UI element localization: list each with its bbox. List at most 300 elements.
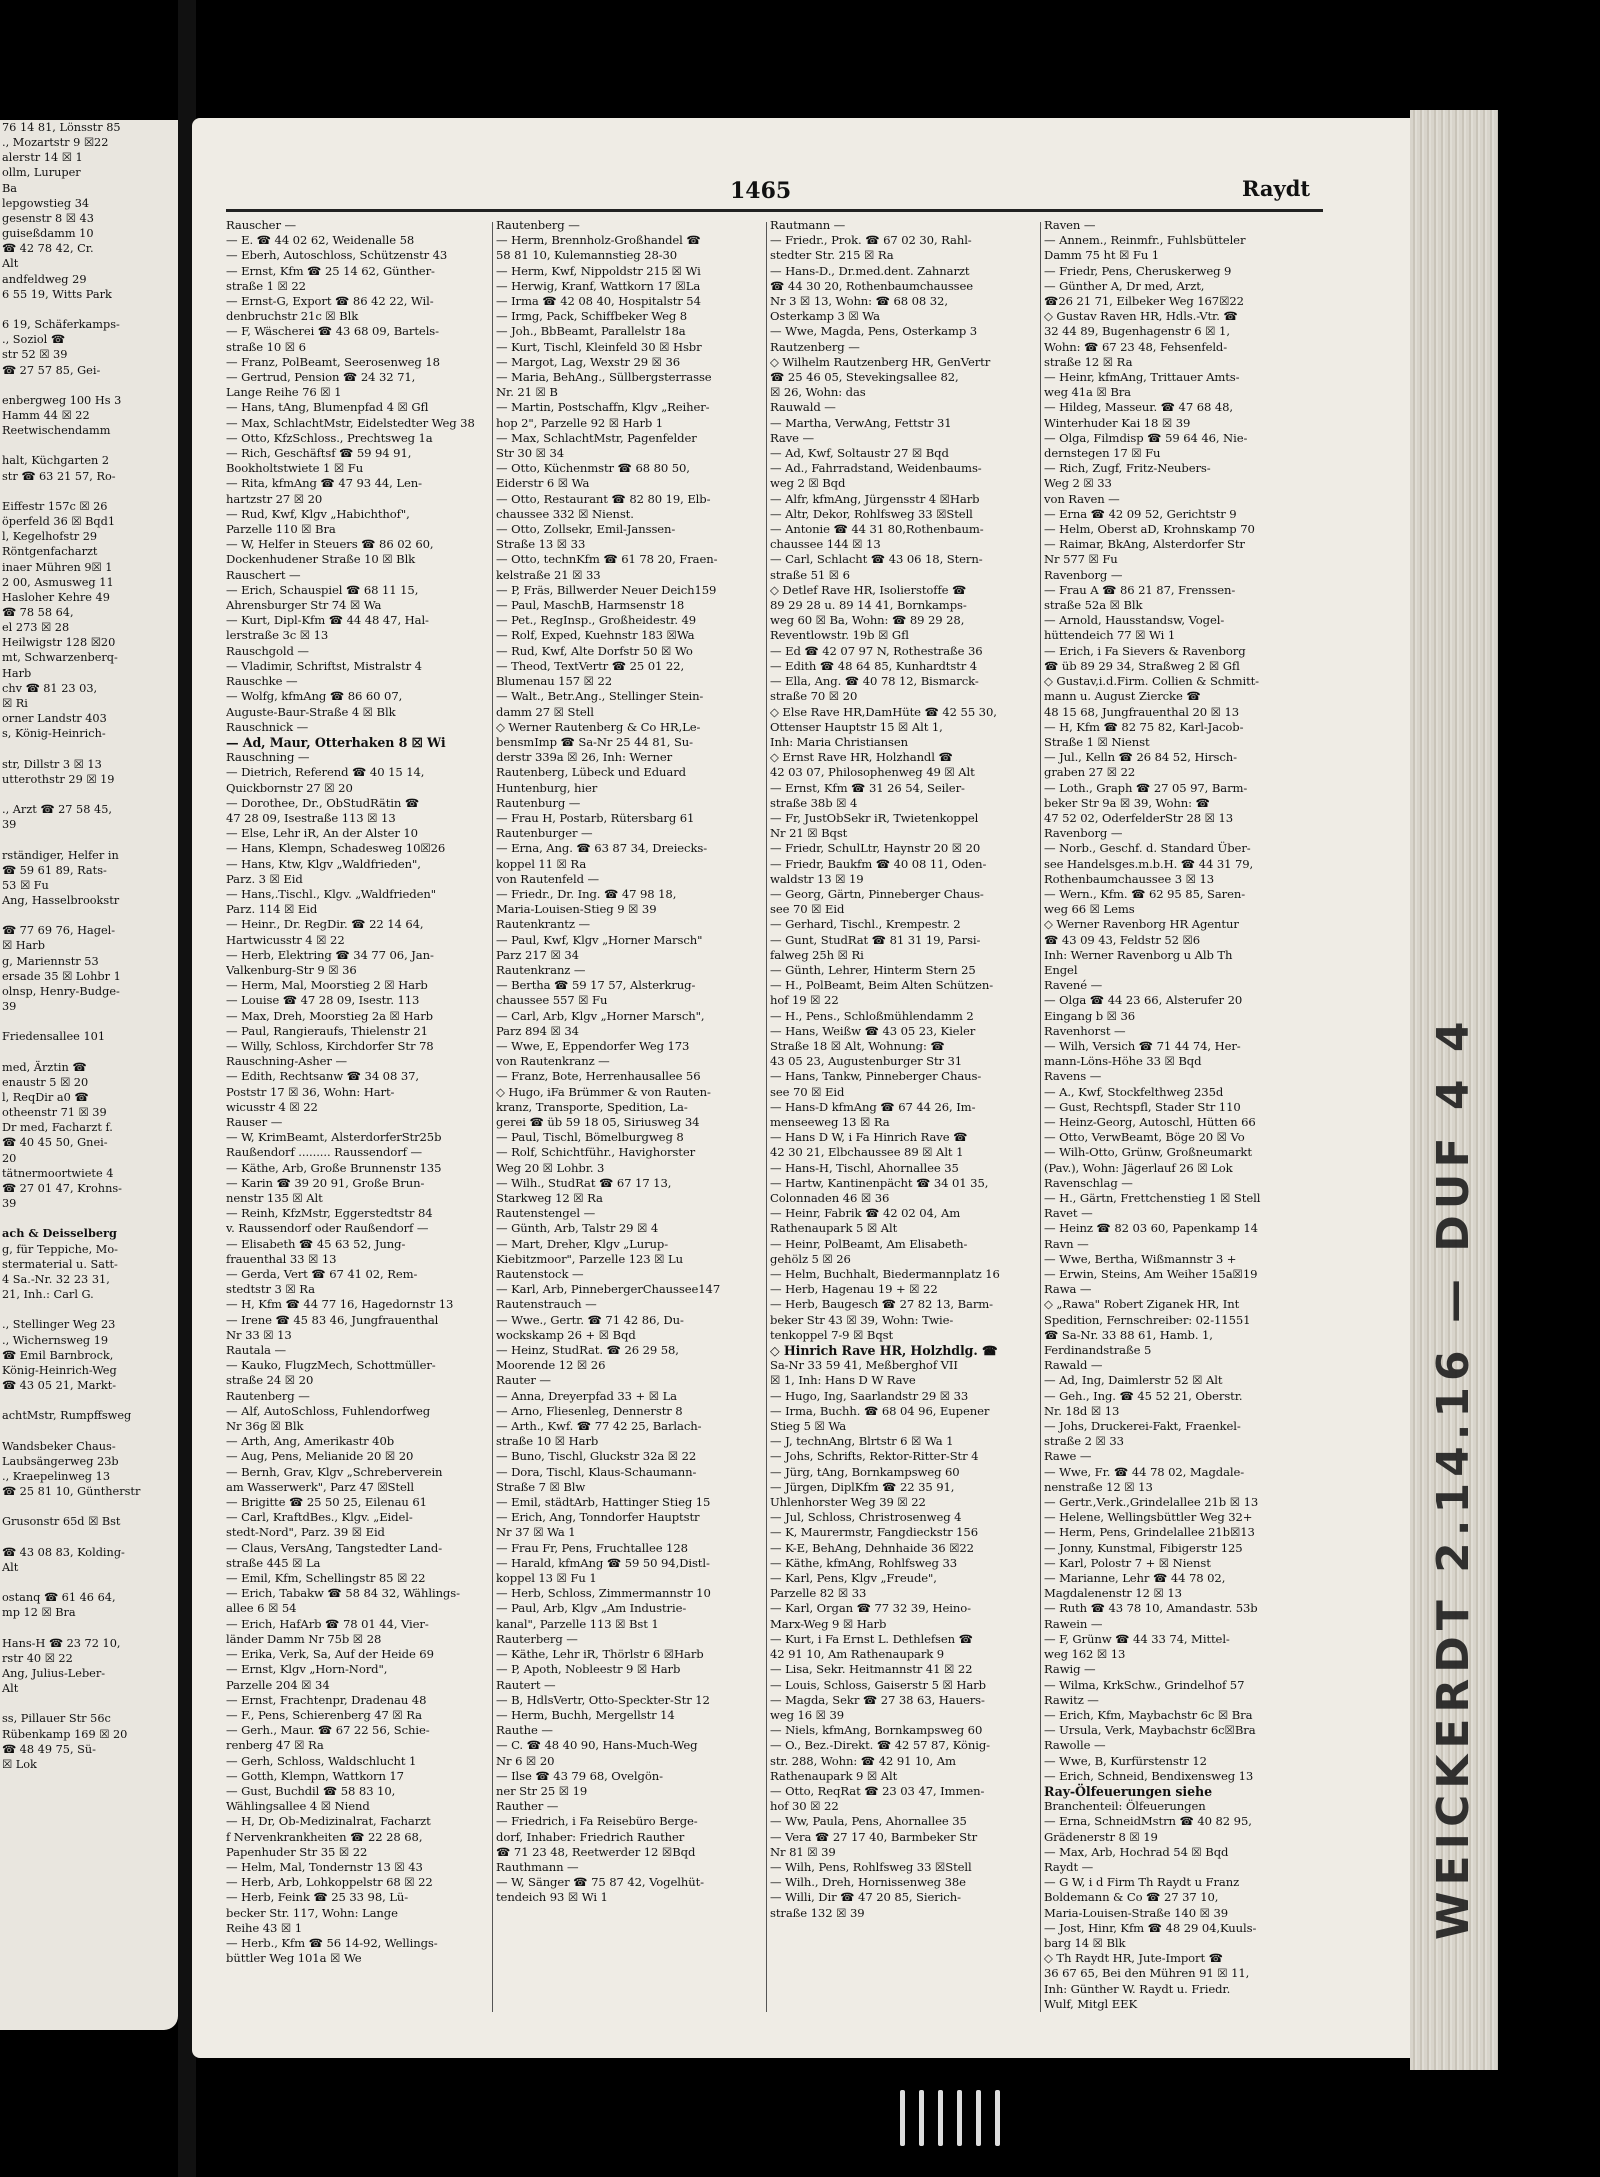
directory-entry-line: — Helm, Buchhalt, Biedermannplatz 16 — [770, 1267, 1000, 1282]
left-fragment-line: enaustr 5 ☒ 20 — [2, 1075, 89, 1089]
surname-heading: Ravenhorst — — [1044, 1023, 1126, 1038]
left-fragment-line: 21, Inh.: Carl G. — [2, 1288, 94, 1302]
directory-entry-line: — Karl, Pens, Klgv „Freude", — [770, 1571, 937, 1586]
directory-entry-line: — Hans,.Tischl., Klgv. „Waldfrieden" — [226, 886, 436, 901]
directory-entry-line: — Carl, KraftdBes., Klgv. „Eidel- — [226, 1510, 413, 1525]
directory-entry-line: mann-Löns-Höhe 33 ☒ Bqd — [1044, 1054, 1202, 1069]
directory-entry-line: — Heinr, kfmAng, Trittauer Amts- — [1044, 370, 1240, 385]
directory-entry-line: Nr 36g ☒ Blk — [226, 1419, 304, 1434]
directory-entry-line: kranz, Transporte, Spedition, La- — [496, 1099, 688, 1114]
left-fragment-line — [0, 1393, 178, 1408]
left-fragment-line: ☎ 77 69 76, Hagel- — [2, 924, 116, 938]
directory-entry-line: Starkweg 12 ☒ Ra — [496, 1191, 603, 1205]
directory-entry-line: — Herm, Buchh, Mergellstr 14 — [496, 1707, 675, 1722]
directory-entry-line: see 70 ☒ Eid — [770, 902, 845, 917]
left-fragment-line: Alt — [2, 1560, 19, 1574]
directory-entry-line: weg 16 ☒ 39 — [770, 1707, 845, 1722]
left-fragment-line: ☎ 25 81 10, Güntherstr — [2, 1485, 141, 1499]
directory-entry-line: Engel — [1044, 962, 1078, 977]
left-fragment-line — [0, 1302, 178, 1317]
left-fragment-line: ss, Pillauer Str 56c — [2, 1712, 111, 1726]
directory-entry-line: ◇ „Rawa" Robert Ziganek HR, Int — [1044, 1297, 1240, 1312]
left-fragment-line — [0, 1620, 178, 1635]
surname-heading: Ravet — — [1044, 1206, 1093, 1221]
column-divider — [1040, 222, 1041, 2012]
left-fragment-line: ☎ 48 49 75, Sü- — [2, 1742, 96, 1756]
directory-entry-line: — Ella, Ang. ☎ 40 78 12, Bismarck- — [770, 674, 979, 689]
left-fragment-line: ☎ 27 01 47, Krohns- — [2, 1181, 122, 1195]
directory-entry-line: — Jost, Hinr, Kfm ☎ 48 29 04,Kuuls- — [1044, 1920, 1257, 1935]
left-fragment-line: 20 — [2, 1151, 17, 1165]
directory-entry-line: — Heinz ☎ 82 03 60, Papenkamp 14 — [1044, 1221, 1258, 1236]
left-fragment-line: Friedensallee 101 — [2, 1030, 106, 1044]
spine-lettering: WEICKERDT 2.14.16 — DUF 4 4 — [1428, 1015, 1479, 1940]
directory-entry-line: Inh: Günther W. Raydt u. Friedr. — [1044, 1981, 1231, 1996]
directory-entry-line: — Joh., BbBeamt, Parallelstr 18a — [496, 324, 686, 339]
directory-entry-line: — Ad, Ing, Daimlerstr 52 ☒ Alt — [1044, 1373, 1223, 1388]
directory-entry-line: — Niels, kfmAng, Bornkampsweg 60 — [770, 1723, 983, 1738]
directory-entry-line: Wohn: ☎ 67 23 48, Fehsenfeld- — [1044, 339, 1228, 354]
directory-entry-line: straße 70 ☒ 20 — [770, 689, 858, 704]
left-fragment-line: Grusonstr 65d ☒ Bst — [2, 1515, 121, 1529]
running-head: Raydt — [1242, 176, 1311, 201]
surname-heading: Rawald — — [1044, 1358, 1103, 1373]
surname-heading: Rawitz — — [1044, 1692, 1099, 1707]
left-fragment-line: Harb — [2, 666, 32, 680]
directory-entry-line: — Herm, Kwf, Nippoldstr 215 ☒ Wi — [496, 263, 701, 278]
directory-entry-line: Straße 13 ☒ 33 — [496, 537, 586, 552]
directory-entry-line: lerstraße 3c ☒ 13 — [226, 628, 329, 643]
directory-entry-line: — Rud, Kwf, Klgv „Habichthof", — [226, 506, 410, 521]
directory-entry-line: straße 52a ☒ Blk — [1044, 598, 1143, 613]
directory-entry-line: — Ernst, Frachtenpr, Dradenau 48 — [226, 1692, 427, 1707]
directory-entry-line: hop 2", Parzelle 92 ☒ Harb 1 — [496, 415, 664, 430]
directory-entry-line: — Wilh, Pens, Rohlfsweg 33 ☒Stell — [770, 1859, 972, 1874]
directory-entry-line: Ottenser Hauptstr 15 ☒ Alt 1, — [770, 719, 943, 734]
directory-entry-line: — Max, Arb, Hochrad 54 ☒ Bqd — [1044, 1844, 1229, 1859]
directory-entry-line: chaussee 144 ☒ 13 — [770, 537, 881, 552]
left-fragment-line: Hasloher Kehre 49 — [2, 590, 110, 604]
directory-entry-line: ☎26 21 71, Eilbeker Weg 167☒22 — [1044, 294, 1244, 309]
directory-column-2 — [496, 218, 764, 2018]
directory-entry-line: — Gunt, StudRat ☎ 81 31 19, Parsi- — [770, 932, 981, 947]
directory-entry-line: see 70 ☒ Eid — [770, 1084, 845, 1099]
left-fragment-line: alerstr 14 ☒ 1 — [2, 151, 83, 165]
directory-entry-line: Uhlenhorster Weg 39 ☒ 22 — [770, 1495, 926, 1510]
directory-entry-line: — Anna, Dreyerpfad 33 + ☒ La — [496, 1388, 677, 1403]
directory-entry-line: — Fr, JustObSekr iR, Twietenkoppel — [770, 810, 979, 825]
directory-entry-line: allee 6 ☒ 54 — [226, 1601, 297, 1616]
directory-entry-line: — Ernst, Kfm ☎ 25 14 62, Günther- — [226, 263, 435, 278]
directory-entry-line: ☎ Sa-Nr. 33 88 61, Hamb. 1, — [1044, 1327, 1213, 1342]
directory-entry-line: weg 2 ☒ Bqd — [770, 476, 846, 491]
left-fragment-line: ., Mozartstr 9 ☒22 — [2, 136, 109, 150]
directory-entry-line: ◇ Else Rave HR,DamHüte ☎ 42 55 30, — [770, 704, 997, 719]
left-fragment-line: Laubsängerweg 23b — [2, 1454, 119, 1468]
left-fragment-line: g, für Teppiche, Mo- — [2, 1242, 118, 1256]
directory-entry-line: — H., Gärtn, Frettchenstieg 1 ☒ Stell — [1044, 1191, 1261, 1205]
left-fragment-line: l, ReqDir a0 ☎ — [2, 1091, 89, 1104]
directory-entry-line: Wählingsallee 4 ☒ Niend — [226, 1799, 370, 1814]
directory-entry-line: falweg 25h ☒ Ri — [770, 947, 864, 962]
directory-entry-line: — Käthe, Arb, Große Brunnenstr 135 — [226, 1160, 442, 1175]
left-fragment-line: rstr 40 ☒ 22 — [2, 1651, 73, 1665]
directory-entry-line: — Erna ☎ 42 09 52, Gerichtstr 9 — [1044, 506, 1237, 521]
left-fragment-line: orner Landstr 403 — [2, 712, 107, 726]
directory-entry-line: — B, HdlsVertr, Otto-Speckter-Str 12 — [496, 1692, 710, 1707]
surname-heading: von Rautenfeld — — [496, 871, 600, 886]
directory-entry-line: — Gust, Rechtspfl, Stader Str 110 — [1044, 1099, 1241, 1114]
directory-entry-line: graben 27 ☒ 22 — [1044, 765, 1136, 780]
directory-entry-line: kelstraße 21 ☒ 33 — [496, 567, 601, 582]
directory-entry-line: kanal", Parzelle 113 ☒ Bst 1 — [496, 1616, 659, 1631]
directory-entry-line: 42 91 10, Am Rathenaupark 9 — [770, 1647, 945, 1662]
directory-column-4 — [1044, 218, 1312, 2018]
directory-entry-line: Straße 18 ☒ Alt, Wohnung: ☎ — [770, 1038, 945, 1053]
directory-entry-line: — Annem., Reinmfr., Fuhlsbütteler — [1044, 233, 1246, 248]
directory-entry-line: — Carl, Schlacht ☎ 43 06 18, Stern- — [770, 552, 983, 567]
left-fragment-line — [0, 832, 178, 847]
directory-entry-line: — Kurt, Dipl-Kfm ☎ 44 48 47, Hal- — [226, 613, 429, 628]
directory-entry-line: Magdalenenstr 12 ☒ 13 — [1044, 1586, 1182, 1601]
directory-entry-line: nenstr 135 ☒ Alt — [226, 1191, 323, 1205]
directory-entry-line: — P, Fräs, Billwerder Neuer Deich159 — [496, 582, 717, 597]
directory-entry-line: Weg 20 ☒ Lohbr. 3 — [496, 1160, 605, 1175]
directory-entry-line: Poststr 17 ☒ 36, Wohn: Hart- — [226, 1084, 395, 1099]
directory-entry-line: — Gust, Buchdil ☎ 58 83 10, — [226, 1783, 396, 1798]
left-fragment-line: ostanq ☎ 61 46 64, — [2, 1591, 116, 1605]
directory-entry-line: — Friedr, Pens, Cheruskerweg 9 — [1044, 263, 1232, 278]
directory-entry-line: — Magda, Sekr ☎ 27 38 63, Hauers- — [770, 1692, 985, 1707]
directory-entry-line: ◇ Werner Rautenberg & Co HR,Le- — [496, 719, 701, 734]
surname-heading: Ravenschlag — — [1044, 1175, 1133, 1190]
directory-entry-line: — W, KrimBeamt, AlsterdorferStr25b — [226, 1130, 442, 1145]
left-fragment-line: ☎ 59 61 89, Rats- — [2, 863, 107, 877]
left-fragment-line: ☎ 42 78 42, Cr. — [2, 242, 94, 256]
directory-entry-line: ◇ Gustav,i.d.Firm. Collien & Schmitt- — [1044, 674, 1260, 689]
directory-entry-line: — Gotth, Klempn, Wattkorn 17 — [226, 1768, 404, 1783]
left-fragment-line — [0, 484, 178, 499]
surname-heading: Rawe — — [1044, 1449, 1092, 1464]
directory-entry-line: — Paul, MaschB, Harmsenstr 18 — [496, 598, 685, 613]
left-fragment-line — [0, 1211, 178, 1226]
directory-entry-line: — Arnold, Hausstandsw, Vogel- — [1044, 613, 1225, 628]
directory-entry-line: — Erich, Schauspiel ☎ 68 11 15, — [226, 582, 419, 597]
directory-entry-line: — Jürg, tAng, Bornkampsweg 60 — [770, 1464, 960, 1479]
directory-entry-line: ☎ üb 89 29 34, Straßweg 2 ☒ Gfl — [1044, 658, 1240, 673]
directory-entry-line: — Olga ☎ 44 23 66, Alsterufer 20 — [1044, 993, 1243, 1008]
column-divider — [766, 222, 767, 2012]
directory-entry-line: Reihe 43 ☒ 1 — [226, 1920, 303, 1935]
surname-heading: Rauthe — — [496, 1723, 553, 1738]
directory-entry-line: — Gertrud, Pension ☎ 24 32 71, — [226, 370, 416, 385]
directory-entry-line: weg 162 ☒ 13 — [1044, 1647, 1126, 1662]
directory-entry-line: — Margot, Lag, Wexstr 29 ☒ 36 — [496, 354, 681, 369]
directory-entry-line: barg 14 ☒ Blk — [1044, 1935, 1126, 1950]
directory-entry-line: gehölz 5 ☒ 26 — [770, 1251, 851, 1266]
directory-entry-line: — Ww, Paula, Pens, Ahornallee 35 — [770, 1814, 967, 1829]
left-fragment-line: Alt — [2, 257, 19, 271]
directory-entry-line: — Olga, Filmdisp ☎ 59 64 46, Nie- — [1044, 430, 1248, 445]
directory-entry-line: ☎ 25 46 05, Stevekingsallee 82, — [770, 370, 959, 385]
directory-entry-line: — Vladimir, Schriftst, Mistralstr 4 — [226, 658, 422, 673]
directory-entry-line: Parzelle 110 ☒ Bra — [226, 522, 336, 537]
directory-entry-line: — Hans D W, i Fa Hinrich Rave ☎ — [770, 1130, 968, 1145]
directory-entry-line: ☒ 1, Inh: Hans D W Rave — [770, 1373, 916, 1388]
directory-entry-line: — Wwe, Bertha, Wißmannstr 3 + — [1044, 1251, 1237, 1266]
directory-entry-line: Maria-Louisen-Stieg 9 ☒ 39 — [496, 902, 657, 917]
directory-entry-line: Nr 37 ☒ Wa 1 — [496, 1525, 576, 1540]
directory-entry-line: Moorende 12 ☒ 26 — [496, 1358, 606, 1373]
directory-entry-line: — Irma ☎ 42 08 40, Hospitalstr 54 — [496, 294, 701, 309]
directory-entry-line: straße 1 ☒ 22 — [226, 278, 306, 293]
directory-entry-line: — Herb, Baugesch ☎ 27 82 13, Barm- — [770, 1297, 993, 1312]
left-fragment-line: 39 — [2, 1197, 17, 1211]
directory-entry-line: — Friedr, Baukfm ☎ 40 08 11, Oden- — [770, 856, 987, 871]
directory-entry-line: wicusstr 4 ☒ 22 — [226, 1099, 318, 1114]
directory-entry-line: — Herb, Arb, Lohkoppelstr 68 ☒ 22 — [226, 1875, 433, 1890]
directory-entry-line: Ferdinandstraße 5 — [1044, 1343, 1152, 1358]
directory-entry-line: — Arno, Fliesenleg, Dennerstr 8 — [496, 1403, 683, 1418]
directory-entry-line: — Alf, AutoSchloss, Fuhlendorfweg — [226, 1403, 431, 1418]
directory-entry-line: weg 60 ☒ Ba, Wohn: ☎ 89 29 28, — [770, 613, 965, 628]
surname-heading: von Raven — — [1044, 491, 1120, 506]
left-fragment-line: halt, Küchgarten 2 — [2, 454, 110, 468]
directory-entry-line: straße 2 ☒ 33 — [1044, 1434, 1124, 1449]
directory-entry-line: — Hildeg, Masseur. ☎ 47 68 48, — [1044, 400, 1233, 415]
directory-entry-line: — H, Kfm ☎ 82 75 82, Karl-Jacob- — [1044, 719, 1244, 734]
directory-entry-line: Inh: Maria Christiansen — [770, 734, 908, 749]
directory-entry-line: — Otto, Restaurant ☎ 82 80 19, Elb- — [496, 491, 711, 506]
directory-entry-line: Dockenhudener Straße 10 ☒ Blk — [226, 552, 416, 567]
directory-entry-line: Nr. 21 ☒ B — [496, 385, 558, 400]
directory-entry-line: 36 67 65, Bei den Mühren 91 ☒ 11, — [1044, 1966, 1250, 1981]
directory-entry-line: — Gertr.,Verk.,Grindelallee 21b ☒ 13 — [1044, 1495, 1259, 1510]
directory-entry-line: — Friedr., Prok. ☎ 67 02 30, Rahl- — [770, 233, 972, 248]
directory-entry-line: — Brigitte ☎ 25 50 25, Eilenau 61 — [226, 1495, 427, 1510]
left-fragment-line: el 273 ☒ 28 — [2, 621, 70, 635]
directory-entry-line: — W, Helfer in Steuers ☎ 86 02 60, — [226, 537, 434, 552]
left-fragment-line: 76 14 81, Lönsstr 85 — [2, 121, 121, 134]
left-fragment-line: ☎ 43 08 83, Kolding- — [2, 1545, 125, 1559]
directory-entry-line: hüttendeich 77 ☒ Wi 1 — [1044, 628, 1176, 643]
left-fragment-line: str, Dillstr 3 ☒ 13 — [2, 757, 102, 771]
surname-heading: Rautenkranz — — [496, 962, 586, 977]
directory-entry-line: koppel 11 ☒ Ra — [496, 856, 587, 871]
directory-entry-line: — G W, i d Firm Th Raydt u Franz — [1044, 1875, 1240, 1890]
directory-entry-line: waldstr 13 ☒ 19 — [770, 871, 864, 886]
directory-entry-line: — Karl, Organ ☎ 77 32 39, Heino- — [770, 1601, 971, 1616]
directory-entry-line: — Dietrich, Referend ☎ 40 15 14, — [226, 765, 425, 780]
left-fragment-line: ersade 35 ☒ Lohbr 1 — [2, 969, 121, 983]
directory-entry-line: — Karl, Polostr 7 + ☒ Nienst — [1044, 1555, 1211, 1570]
directory-entry-line: — Pet., RegInsp., Großheidestr. 49 — [496, 613, 697, 628]
directory-entry-line: straße 10 ☒ 6 — [226, 339, 306, 354]
directory-entry-line: Nr 21 ☒ Bqst — [770, 826, 848, 841]
left-fragment-line — [0, 1499, 178, 1514]
directory-entry-line: — W, Sänger ☎ 75 87 42, Vogelhüt- — [496, 1875, 704, 1890]
directory-entry-line: derstr 339a ☒ 26, Inh: Werner — [496, 750, 673, 765]
directory-entry-line: — Ruth ☎ 43 78 10, Amandastr. 53b — [1044, 1601, 1258, 1616]
left-fragment-line: gesenstr 8 ☒ 43 — [2, 211, 94, 225]
directory-entry-line: — Günth, Lehrer, Hinterm Stern 25 — [770, 962, 976, 977]
surname-heading: Rauschert — — [226, 567, 301, 582]
surname-heading: Rautzenberg — — [770, 339, 860, 354]
directory-entry-line: — Mart, Dreher, Klgv „Lurup- — [496, 1236, 669, 1251]
directory-entry-line: 42 30 21, Elbchaussee 89 ☒ Alt 1 — [770, 1145, 964, 1160]
directory-entry-line: — Arth, Ang, Amerikastr 40b — [226, 1434, 395, 1449]
directory-entry-line: — Herb, Schloss, Zimmermannstr 10 — [496, 1586, 711, 1601]
left-fragment-line — [0, 1696, 178, 1711]
directory-entry-line: — Irmg, Pack, Schiffbeker Weg 8 — [496, 309, 688, 324]
surname-heading: Rawa — — [1044, 1282, 1092, 1297]
directory-entry-line: — Otto, VerwBeamt, Böge 20 ☒ Vo — [1044, 1130, 1245, 1145]
directory-entry-line: straße 12 ☒ Ra — [1044, 354, 1133, 369]
surname-heading: Ravené — — [1044, 978, 1103, 993]
directory-entry-line: Lange Reihe 76 ☒ 1 — [226, 385, 342, 400]
surname-heading: Rautenstrauch — — [496, 1297, 597, 1312]
directory-entry-line: 48 15 68, Jungfrauenthal 20 ☒ 13 — [1044, 704, 1240, 719]
left-fragment-line: ., Stellinger Weg 23 — [2, 1318, 116, 1332]
directory-entry-line: — Erna, SchneidMstrn ☎ 40 82 95, — [1044, 1814, 1252, 1829]
directory-entry-line: — Herm, Mal, Moorstieg 2 ☒ Harb — [226, 978, 428, 993]
left-fragment-line: ☒ Ri — [2, 696, 28, 710]
surname-heading: Rautenstengel — — [496, 1206, 596, 1221]
directory-entry-line: tenkoppel 7-9 ☒ Bqst — [770, 1327, 894, 1342]
directory-entry-line: — Altr, Dekor, Rohlfsweg 33 ☒Stell — [770, 506, 973, 521]
directory-entry-line: damm 27 ☒ Stell — [496, 704, 594, 719]
directory-entry-line: straße 132 ☒ 39 — [770, 1905, 865, 1920]
surname-heading: Rautala — — [226, 1343, 286, 1358]
left-fragment-line: 6 55 19, Witts Park — [2, 287, 112, 301]
directory-entry-line: hof 30 ☒ 22 — [770, 1799, 839, 1814]
directory-entry-line: — Edith ☎ 48 64 85, Kunhardtstr 4 — [770, 658, 978, 673]
surname-heading: Rauther — — [496, 1799, 559, 1814]
directory-entry-line: — Frau A ☎ 86 21 87, Frenssen- — [1044, 582, 1236, 597]
directory-entry-line: — Ad., Fahrradstand, Weidenbaums- — [770, 461, 982, 476]
left-fragment-line: enbergweg 100 Hs 3 — [2, 393, 122, 407]
directory-entry-line: — Hans, Klempn, Schadesweg 10☒26 — [226, 841, 446, 856]
surname-heading: Rauschning — — [226, 750, 310, 765]
directory-entry-line: — Kauko, FlugzMech, Schottmüller- — [226, 1358, 436, 1373]
directory-entry-line: Straße 1 ☒ Nienst — [1044, 734, 1150, 749]
directory-entry-line: — Geh., Ing. ☎ 45 52 21, Oberstr. — [1044, 1388, 1243, 1403]
directory-entry-line: ◇ Ernst Rave HR, Holzhandl ☎ — [770, 750, 953, 765]
directory-entry-line: Blumenau 157 ☒ 22 — [496, 674, 613, 689]
left-fragment-line: ☎ 40 45 50, Gnei- — [2, 1136, 108, 1150]
header-rule — [226, 209, 1323, 212]
directory-entry-line: — Herm, Brennholz-Großhandel ☎ — [496, 233, 701, 248]
directory-entry-line: dorf, Inhaber: Friedrich Rauther — [496, 1829, 685, 1844]
directory-entry-line: str. 288, Wohn: ☎ 42 91 10, Am — [770, 1753, 956, 1768]
directory-entry-line: denbruchstr 21c ☒ Blk — [226, 309, 359, 324]
directory-entry-line: — Heinr, PolBeamt, Am Elisabeth- — [770, 1236, 968, 1251]
surname-heading: von Rautenkranz — — [496, 1054, 610, 1069]
directory-entry-line: — Rich, Zugf, Fritz-Neubers- — [1044, 461, 1211, 476]
page-number: 1465 — [730, 178, 792, 204]
left-fragment-line: str ☎ 63 21 57, Ro- — [2, 469, 116, 483]
directory-entry-line: koppel 13 ☒ Fu 1 — [496, 1571, 597, 1586]
directory-entry-line: — Hugo, Ing, Saarlandstr 29 ☒ 33 — [770, 1388, 969, 1403]
left-fragment-line: ☒ Harb — [2, 939, 45, 953]
directory-entry-line: — Walt., Betr.Ang., Stellinger Stein- — [496, 689, 704, 704]
surname-heading: Rautenberg — — [496, 218, 580, 232]
left-fragment-line: med, Ärztin ☎ — [2, 1060, 87, 1074]
directory-entry-line: — Rolf, Exped, Kuehnstr 183 ☒Wa — [496, 628, 695, 643]
directory-entry-line: — Emil, städtArb, Hattinger Stieg 15 — [496, 1495, 711, 1510]
directory-entry-line: — Günth, Arb, Talstr 29 ☒ 4 — [496, 1221, 659, 1236]
left-fragment-line: ☎ 27 57 85, Gei- — [2, 363, 101, 377]
directory-entry-line: — Heinr., Dr. RegDir. ☎ 22 14 64, — [226, 917, 424, 932]
directory-entry-line: — C. ☎ 48 40 90, Hans-Much-Weg — [496, 1738, 698, 1753]
directory-entry-line: — Erich, Tabakw ☎ 58 84 32, Wählings- — [226, 1586, 460, 1601]
surname-heading: Rauterberg — — [496, 1631, 578, 1646]
left-fragment-line: Heilwigstr 128 ☒20 — [2, 636, 116, 650]
left-fragment-line: achtMstr, Rumpffsweg — [2, 1409, 132, 1423]
surname-heading: Ravens — — [1044, 1069, 1102, 1084]
directory-entry-line: Ray-Ölfeuerungen siehe — [1044, 1783, 1212, 1799]
directory-entry-line: — Kurt, i Fa Ernst L. Dethlefsen ☎ — [770, 1631, 973, 1646]
column-divider — [492, 222, 493, 2012]
directory-entry-line: — H, Dr, Ob-Medizinalrat, Facharzt — [226, 1814, 431, 1829]
directory-entry-line: becker Str. 117, Wohn: Lange — [226, 1905, 398, 1920]
directory-entry-line: — Hans, Weißw ☎ 43 05 23, Kieler — [770, 1023, 976, 1038]
left-fragment-line: 53 ☒ Fu — [2, 878, 49, 892]
directory-entry-line: Inh: Werner Ravenborg u Alb Th — [1044, 947, 1233, 962]
directory-entry-line: straße 38b ☒ 4 — [770, 795, 858, 810]
left-fragment-line: Ba — [2, 181, 18, 195]
directory-entry-line: — Helm, Oberst aD, Krohnskamp 70 — [1044, 522, 1255, 537]
directory-entry-line: — Harald, kfmAng ☎ 59 50 94,Distl- — [496, 1555, 710, 1570]
directory-entry-line: — Hans-D kfmAng ☎ 67 44 26, Im- — [770, 1099, 976, 1114]
directory-entry-line: — Max, SchlachtMstr, Pagenfelder — [496, 430, 697, 445]
left-fragment-line: str 52 ☒ 39 — [2, 348, 68, 362]
surname-heading: v. Raussendorf oder Raußendorf — — [226, 1221, 429, 1236]
directory-entry-line: — Ad, Kwf, Soltaustr 27 ☒ Bqd — [770, 446, 949, 461]
surname-heading: Rauschke — — [226, 674, 298, 689]
directory-entry-line: Quickbornstr 27 ☒ 20 — [226, 780, 353, 795]
directory-entry-line: — Wwe, Magda, Pens, Osterkamp 3 — [770, 324, 978, 339]
directory-entry-line: — H., PolBeamt, Beim Alten Schützen- — [770, 978, 994, 993]
directory-entry-line: Rathenaupark 9 ☒ Alt — [770, 1768, 898, 1783]
surname-heading: Rauschnick — — [226, 719, 309, 734]
left-fragment-line: Ang, Julius-Leber- — [2, 1666, 106, 1680]
directory-entry-line: — Gerh, Schloss, Waldschlucht 1 — [226, 1753, 417, 1768]
directory-entry-line: — Herm, Pens, Grindelallee 21b☒13 — [1044, 1525, 1255, 1540]
directory-entry-line: — Edith, Rechtsanw ☎ 34 08 37, — [226, 1069, 419, 1084]
directory-entry-line: Colonnaden 46 ☒ 36 — [770, 1191, 890, 1205]
surname-heading: Rauscher — — [226, 218, 296, 232]
directory-entry-line: — Hartw, Kantinenpächt ☎ 34 01 35, — [770, 1175, 989, 1190]
directory-entry-line: wockskamp 26 + ☒ Bqd — [496, 1327, 636, 1342]
directory-entry-line: — Ernst, Klgv „Horn-Nord", — [226, 1662, 388, 1677]
left-fragment-line — [0, 741, 178, 756]
directory-entry-line: ◇ Hugo, iFa Brümmer & von Rauten- — [496, 1084, 711, 1099]
directory-entry-line: Parzelle 82 ☒ 33 — [770, 1586, 867, 1601]
directory-column-1 — [226, 218, 494, 2018]
left-fragment-line: 39 — [2, 1000, 17, 1014]
left-fragment-line: l, Kegelhofstr 29 — [2, 530, 98, 544]
left-fragment-line: König-Heinrich-Weg — [2, 1363, 117, 1377]
directory-entry-line: — Otto, Zollsekr, Emil-Janssen- — [496, 522, 676, 537]
directory-entry-line: — K-E, BehAng, Dehnhaide 36 ☒22 — [770, 1540, 974, 1555]
directory-entry-line: — Otto, KfzSchloss., Prechtsweg 1a — [226, 430, 433, 445]
directory-entry-line: — Maria, BehAng., Süllbergsterrasse — [496, 370, 712, 385]
directory-entry-line: hartzstr 27 ☒ 20 — [226, 491, 323, 506]
left-fragment-line: tätnermoortwiete 4 — [2, 1166, 114, 1180]
directory-entry-line: 32 44 89, Bugenhagenstr 6 ☒ 1, — [1044, 324, 1230, 339]
left-fragment-line: ., Soziol ☎ — [2, 333, 65, 347]
